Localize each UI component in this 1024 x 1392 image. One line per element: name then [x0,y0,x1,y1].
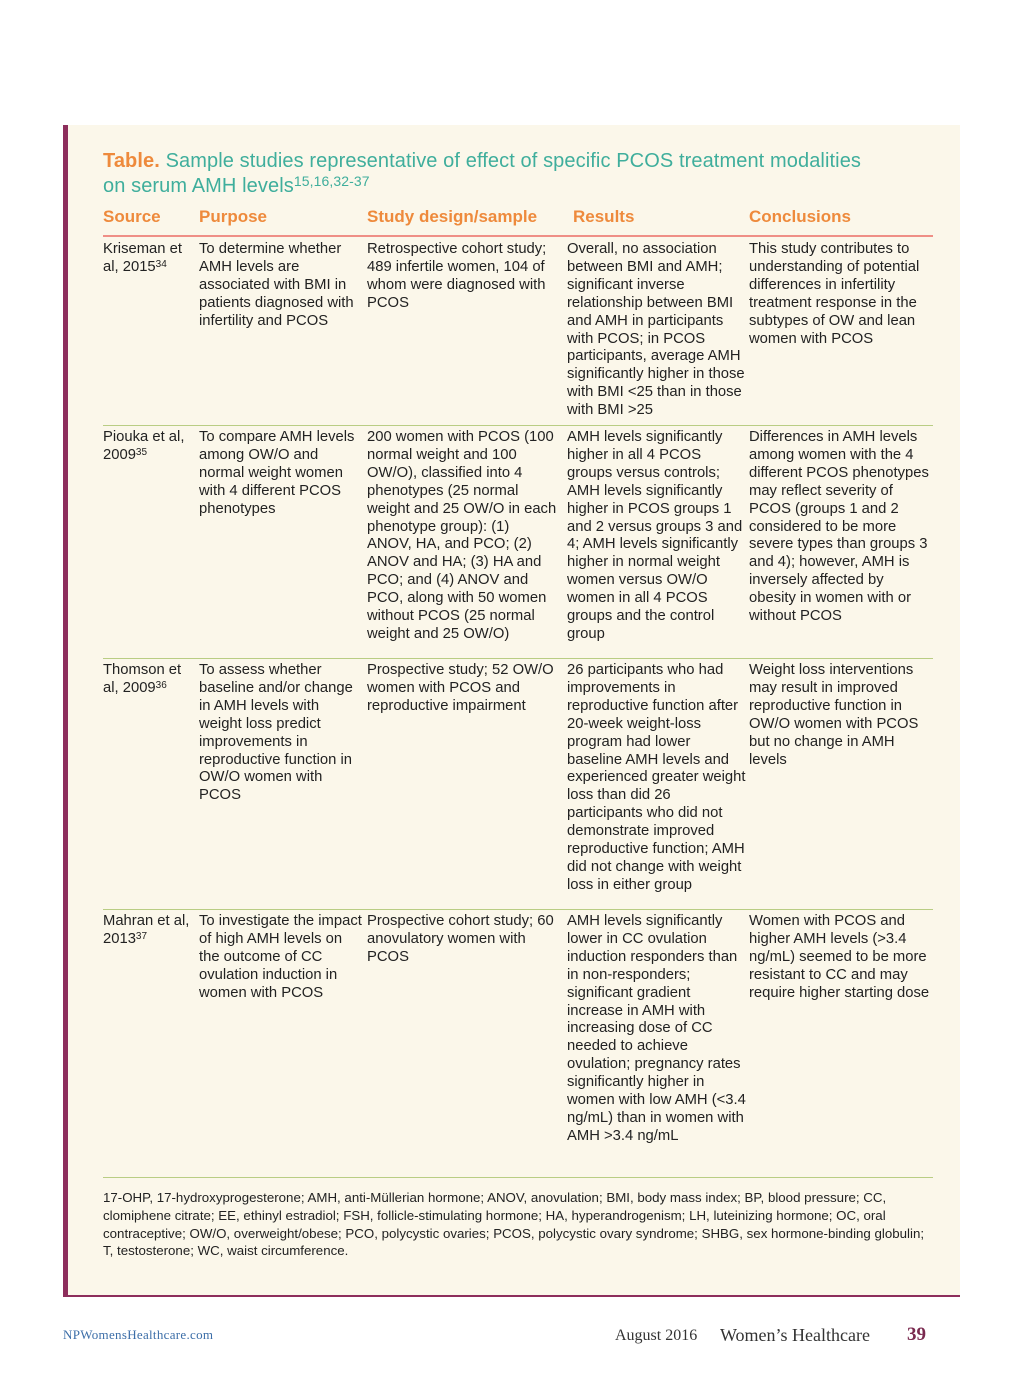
header-conclusions: Conclusions [749,207,852,226]
table-row [103,238,933,426]
cell-purpose: To compare AMH levels among OW/O and normal weight women with 4 different PCOS phenotypes [199,429,355,517]
header-results: Results [573,207,635,226]
cell-results: 26 participants who had improvements in reproductive function after 20-week weight-loss program had lower baseline AMH levels and experienced greater weight loss than did 26 participants who did not demonstrate improved reproductive function; AMH did not change with weight loss in either group [567,662,746,893]
page-number: 39 [907,1324,926,1345]
cell-source: Piouka et al, 2009$^{35}$ [103,429,185,463]
cell-results: AMH levels significantly higher in all 4 PCOS groups versus controls; AMH levels significantly higher in PCOS groups 1 and 2 versus groups 3 and 4; AMH levels significantly higher in normal weight women versus OW/O women in all 4 PCOS groups and the control group [567,429,743,642]
journal-name: Women’s Healthcare [720,1325,870,1345]
cell-conclusions: This study contributes to understanding of potential differences in infertility treatment response in the subtypes of OW and lean women with PCOS [749,241,920,347]
cell-conclusions: Weight loss interventions may result in improved reproductive function in OW/O women with PCOS but no change in AMH levels [749,662,919,768]
cell-source: Kriseman et al, 2015$^{34}$ [103,241,182,275]
source-reference: 35 [135,446,148,458]
source-reference: 36 [155,679,167,691]
cell-design: Prospective study; 52 OW/O women with PCOS and reproductive impairment [367,662,554,714]
source-reference: 34 [155,258,167,270]
table-footnote: 17-OHP, 17-hydroxyprogesterone; AMH, anti-Müllerian hormone; ANOV, anovulation; BMI, body mass index; BP, blood pressure; CC, clomiphene citrate; EE, ethinyl estradiol; FSH, follicle-stimulating hormone; HA, hyperandrogenism; LH, luteinizing hormone; OC, oral contraceptive; OW/O, overweight/obese; PCO, polycystic ovaries; PCOS, polycystic ovary syndrome; SHBG, sex hormone-binding globulin; T, testosterone; WC, waist circumference. [103,1190,925,1259]
issue-date: August 2016 [615,1327,698,1344]
table-row [103,426,933,659]
website-link[interactable]: NPWomensHealthcare.com [63,1327,214,1342]
table-row [103,910,933,1178]
table-title [103,149,863,199]
cell-results: Overall, no association between BMI and AMH; significant inverse relationship between BMI and AMH in participants with PCOS; in PCOS participants, average AMH significantly higher in those with BMI <25 than in those with BMI >25 [567,241,745,419]
page-footer [63,1325,933,1349]
header-source: Source [103,207,161,226]
header-study-design: Study design/sample [367,207,538,226]
source-reference: 37 [135,930,148,942]
table-body [103,238,933,1178]
cell-design: 200 women with PCOS (100 normal weight and 100 OW/O), classified into 4 phenotypes (25 normal weight and 25 OW/O in each phenotype group): (1) ANOV, HA, and PCO; (2) ANOV and HA; (3) HA and PCO; and (4) ANOV and PCO, along with 50 women without PCOS (25 normal weight and 25 OW/O) [367,429,557,642]
cell-design: Retrospective cohort study; 489 infertile women, 104 of whom were diagnosed with PCOS [367,241,547,311]
cell-design: Prospective cohort study; 60 anovulatory women with PCOS [367,913,554,965]
header-purpose: Purpose [199,207,268,226]
cell-results: AMH levels significantly lower in CC ovulation induction responders than in non-responders; significant gradient increase in AMH with increasing dose of CC needed to achieve ovulation; pregnancy rates significantly higher in women with low AMH (<3.4 ng/mL) than in women with AMH >3.4 ng/mL [567,913,746,1144]
cell-conclusions: Women with PCOS and higher AMH levels (>3.4 ng/mL) seemed to be more resistant to CC and may require higher starting dose [749,913,930,1001]
table-label: Table. [103,150,160,172]
table-row [103,659,933,910]
cell-source: Mahran et al, 2013$^{37}$ [103,913,190,947]
cell-purpose: To investigate the impact of high AMH levels on the outcome of CC ovulation induction in women with PCOS [199,913,362,1001]
title-references: 15,16,32-37 [293,173,370,189]
cell-purpose: To assess whether baseline and/or change in AMH levels with weight loss predict improvements in reproductive function in OW/O women with PCOS [199,662,353,804]
cell-purpose: To determine whether AMH levels are associated with BMI in patients diagnosed with infertility and PCOS [199,241,354,329]
table-panel [63,125,960,1297]
cell-source: Thomson et al, 2009$^{36}$ [103,662,182,696]
table-header [103,205,933,237]
table-title-text: Sample studies representative of effect of specific PCOS treatment modalities on serum AMH levels [103,150,862,197]
cell-conclusions: Differences in AMH levels among women with the 4 different PCOS phenotypes may reflect severity of PCOS (groups 1 and 2 considered to be more severe types than groups 3 and 4); however, AMH is inversely affected by obesity in women with or without PCOS [749,429,929,625]
